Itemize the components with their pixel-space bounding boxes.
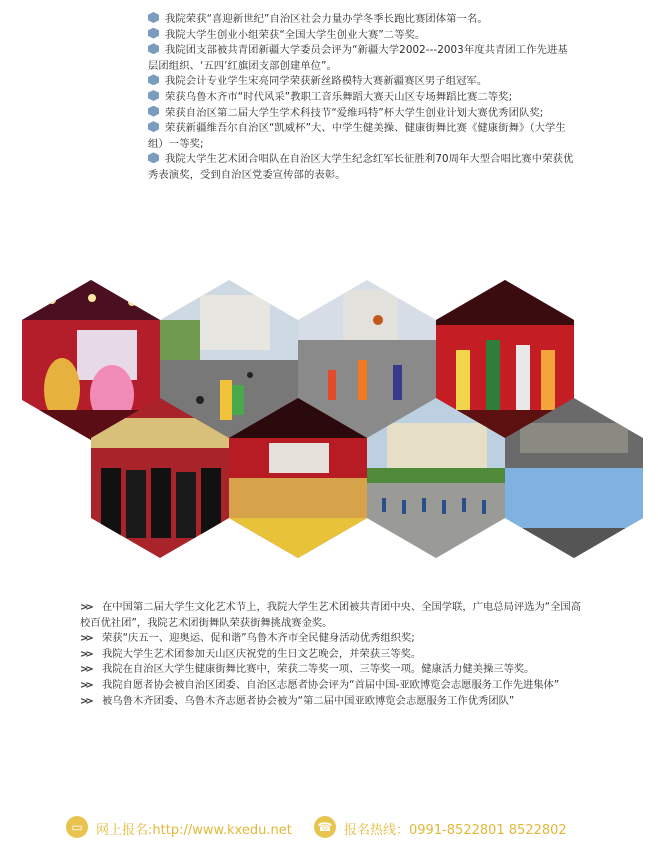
hexagon-bullet-icon [148,90,159,101]
award-item: >> 荣获“庆五一、迎奥运、促和谐”乌鲁木齐市全民健身活动优秀组织奖; [80,631,590,647]
bottom-awards-list [80,600,590,709]
double-arrow-bullet-icon: >> [80,633,91,645]
footer [66,816,586,838]
award-item: 我院会计专业学生宋亮同学荣获新丝路模特大赛新疆赛区男子组冠军。 [148,74,574,90]
award-item: 荣获乌鲁木齐市“时代风采”教职工音乐舞蹈大赛天山区专场舞蹈比赛二等奖; [148,90,574,106]
double-arrow-bullet-icon: >> [80,679,91,691]
award-item: 我院团支部被共青团新疆大学委员会评为“新疆大学2002---2003年度共青团工作先进基层团组织、‘五四’红旗团支部创建单位”。 [148,44,568,72]
award-item: >> 被乌鲁木齐团委、乌鲁木齐志愿者协会被为“第二届中国亚欧博览会志愿服务工作优秀团队” [80,694,590,710]
award-item: 荣获新疆维吾尔自治区“凯威杯”大、中学生健美操、健康街舞比赛《健康街舞》（大学生组）一等奖; [148,122,566,150]
computer-icon: ▭ [66,816,88,838]
double-arrow-bullet-icon: >> [80,664,91,676]
award-item: 荣获自治区第二届大学生学术科技节“爱维玛特”杯大学生创业计划大赛优秀团队奖; [148,106,574,122]
award-item: >> 在中国第二届大学生文化艺术节上，我院大学生艺术团被共青团中央、全国学联，广电总局评选为“全国高校百优社团”，我院艺术团街舞队荣获街舞挑战赛金奖。 [80,601,581,629]
double-arrow-bullet-icon: >> [80,648,91,660]
hexagon-bullet-icon [148,152,159,163]
top-awards-list [148,12,574,184]
hexagon-bullet-icon [148,106,159,117]
hexagon-bullet-icon [148,74,159,85]
award-item: 我院荣获“喜迎新世纪”自治区社会力量办学冬季长跑比赛团体第一名。 [148,12,574,28]
signup-hotline: 报名热线：0991-8522801 8522802 [344,823,567,838]
hexagon-bullet-icon [148,121,159,132]
hexagon-bullet-icon [148,28,159,39]
award-item: 我院大学生创业小组荣获“全国大学生创业大赛”二等奖。 [148,28,574,44]
hexagon-bullet-icon [148,12,159,23]
double-arrow-bullet-icon: >> [80,602,91,613]
award-item: >> 我院在自治区大学生健康街舞比赛中，荣获二等奖一项、三等奖一项。健康活力健美操三等奖。 [80,662,590,678]
award-item: >> 我院自愿者协会被自治区团委、自治区志愿者协会评为“首届中国-亚欧博览会志愿服务工作先进集体” [80,678,590,694]
photo-gallery [0,266,658,566]
double-arrow-bullet-icon: >> [80,695,91,707]
online-signup-link[interactable]: 网上报名:http://www.kxedu.net [96,823,292,838]
hexagon-bullet-icon [148,43,159,54]
telephone-icon: ☎ [314,816,336,838]
award-item: >> 我院大学生艺术团参加天山区庆祝党的生日文艺晚会，并荣获三等奖。 [80,647,590,663]
award-item: 我院大学生艺术团合唱队在自治区大学生纪念红军长征胜利70周年大型合唱比赛中荣获优秀表演奖，受到自治区党委宣传部的表彰。 [148,153,574,181]
